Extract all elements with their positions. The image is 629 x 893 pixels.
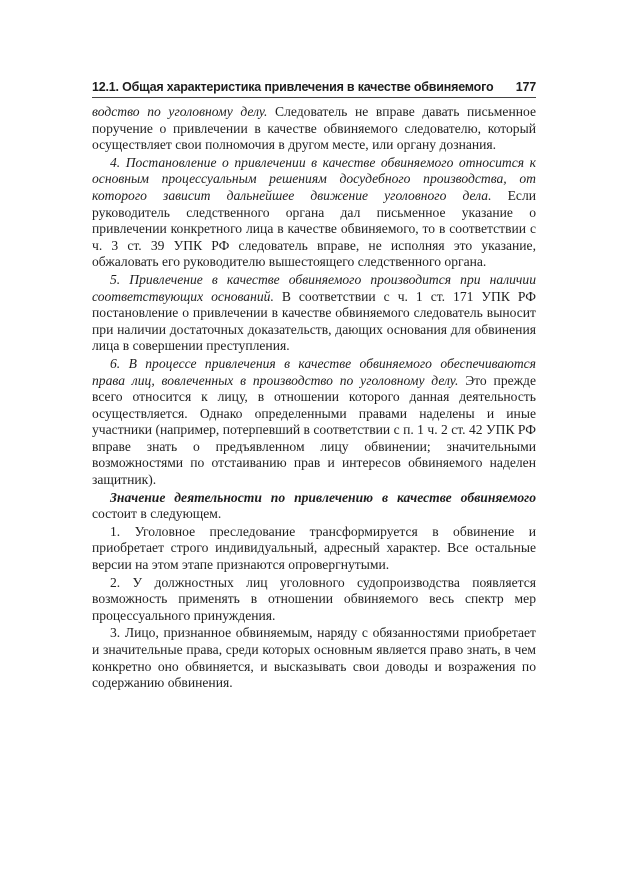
body-text <box>92 104 536 692</box>
paragraph-3-text: В соответствии с ч. 1 ст. 171 УПК РФ постановление о привлечении в качестве обвиняемого следователь выносит при наличии достаточных доказательств, дающих основания для обвинения лица в совершении преступления. <box>92 288 536 354</box>
paragraph-7-text: 2. У должностных лиц уголовного судопроизводства появляется возможность применять в отношении обвиняемого весь спектр мер процессуального принуждения. <box>92 574 536 623</box>
paragraph-8-text: 3. Лицо, признанное обвиняемым, наряду с обязанностями приобретает и значительные права, среди которых основным является право знать, в чем конкретно оно обвиняется, и высказывать свои доводы и возражения по содержанию обвинения. <box>92 625 536 691</box>
page-number: 177 <box>515 80 536 94</box>
paragraph-2-text: Если руководитель следственного органа дал письменное указание о привлечении конкретного лица в качестве обвиняемого, то в соответствии с ч. 3 ст. 39 УПК РФ следователь вправе, не исполняя это указание, обжаловать его руководителю вышестоящего следственного органа. <box>92 187 536 270</box>
paragraph-3-italic: 5. Привлечение в качестве обвиняемого производится при наличии соответствующих оснований. <box>92 271 536 304</box>
paragraph-1-italic: водство по уголовному делу. <box>92 104 268 119</box>
paragraph-8 <box>92 625 536 691</box>
paragraph-1 <box>92 104 536 154</box>
paragraph-2-italic: 4. Постановление о привлечении в качестве обвиняемого относится к основным процессуальным решениям досудебного производства, от которого зависит дальнейшее движение уголовного дела. <box>92 154 536 203</box>
paragraph-6 <box>92 524 536 574</box>
paragraph-4 <box>92 356 536 489</box>
paragraph-3 <box>92 272 536 355</box>
running-header <box>92 74 536 98</box>
paragraph-5 <box>92 490 536 523</box>
running-title: 12.1. Общая характеристика привлечения в качестве обвиняемого <box>92 80 494 94</box>
paragraph-5-bold-italic: Значение деятельности по привлечению в качестве обвиняемого <box>110 489 536 505</box>
paragraph-6-text: 1. Уголовное преследование трансформируется в обвинение и приобретает строго индивидуальный, адресный характер. Все остальные версии на этом этапе признаются опровергнутыми. <box>92 523 536 573</box>
paragraph-7 <box>92 575 536 625</box>
paragraph-4-italic: 6. В процессе привлечения в качестве обвиняемого обеспечиваются права лиц, вовлеченных в производство по уголовному делу. <box>92 355 536 388</box>
paragraph-1-text: Следователь не вправе давать письменное поручение о привлечении в качестве обвиняемого следователю, который осуществляет свои полномочия в другом месте, или органу дознания. <box>92 104 536 153</box>
paragraph-4-text: Это прежде всего относится к лицу, в отношении которого данная деятельность осуществляется. Однако определенными правами наделены и иные участники (например, потерпевший в соответствии с п. 1 ч. 2 ст. 42 УПК РФ вправе знать о предъявленном лицу обвинении; значительными возможностями по отстаиванию прав и интересов обвиняемого наделен защитник). <box>92 372 536 488</box>
paragraph-2 <box>92 155 536 271</box>
paragraph-5-text: состоит в следующем. <box>92 506 222 522</box>
